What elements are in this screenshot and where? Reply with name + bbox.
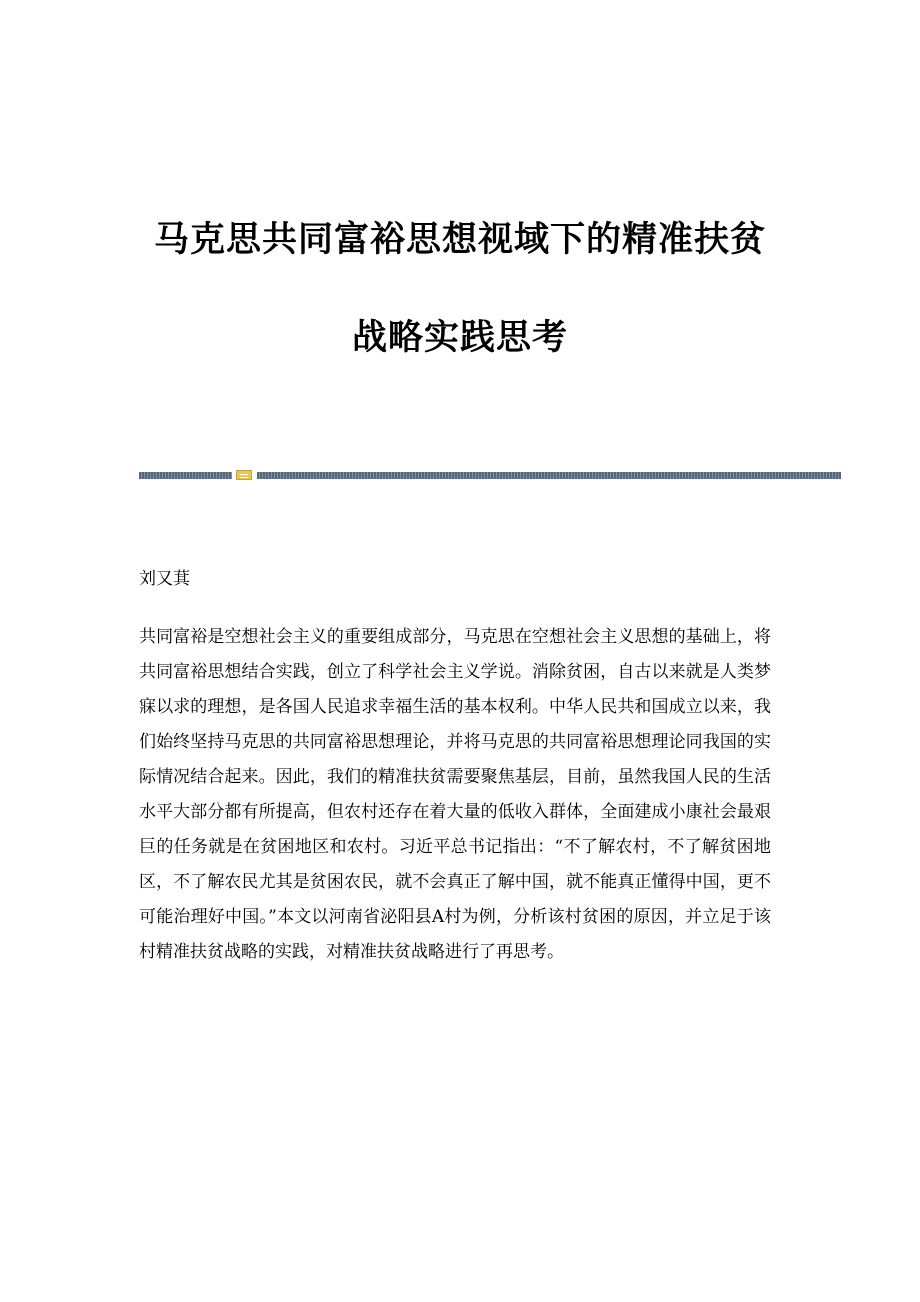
document-title-line-2: 战略实践思考	[351, 318, 568, 358]
divider-ornament-icon	[236, 470, 252, 480]
author-name: 刘又萁	[139, 569, 190, 589]
body-paragraph: 共同富裕是空想社会主义的重要组成部分，马克思在空想社会主义思想的基础上，将共同富裕思想结合实践，创立了科学社会主义学说。消除贫困，自古以来就是人类梦寐以求的理想，是各国人民追求幸福生活的基本权利。中华人民共和国成立以来，我们始终坚持马克思的共同富裕思想理论，并将马克思的共同富裕思想理论同我国的实际情况结合起来。因此，我们的精准扶贫需要聚焦基层，目前，虽然我国人民的生活水平大部分都有所提高，但农村还存在着大量的低收入群体，全面建成小康社会最艰巨的任务就是在贫困地区和农村。习近平总书记指出：“不了解农村，不了解贫困地区，不了解农民尤其是贫困农民，就不会真正了解中国，就不能真正懂得中国，更不可能治理好中国。”本文以河南省泌阳县A村为例，分析该村贫困的原因，并立足于该村精准扶贫战略的实践，对精准扶贫战略进行了再思考。	[139, 627, 771, 962]
divider-bar-right	[257, 472, 841, 479]
title-divider	[139, 470, 841, 481]
document-title-line-1: 马克思共同富裕思想视域下的精准扶贫	[153, 220, 766, 260]
divider-bar-left	[139, 472, 232, 479]
